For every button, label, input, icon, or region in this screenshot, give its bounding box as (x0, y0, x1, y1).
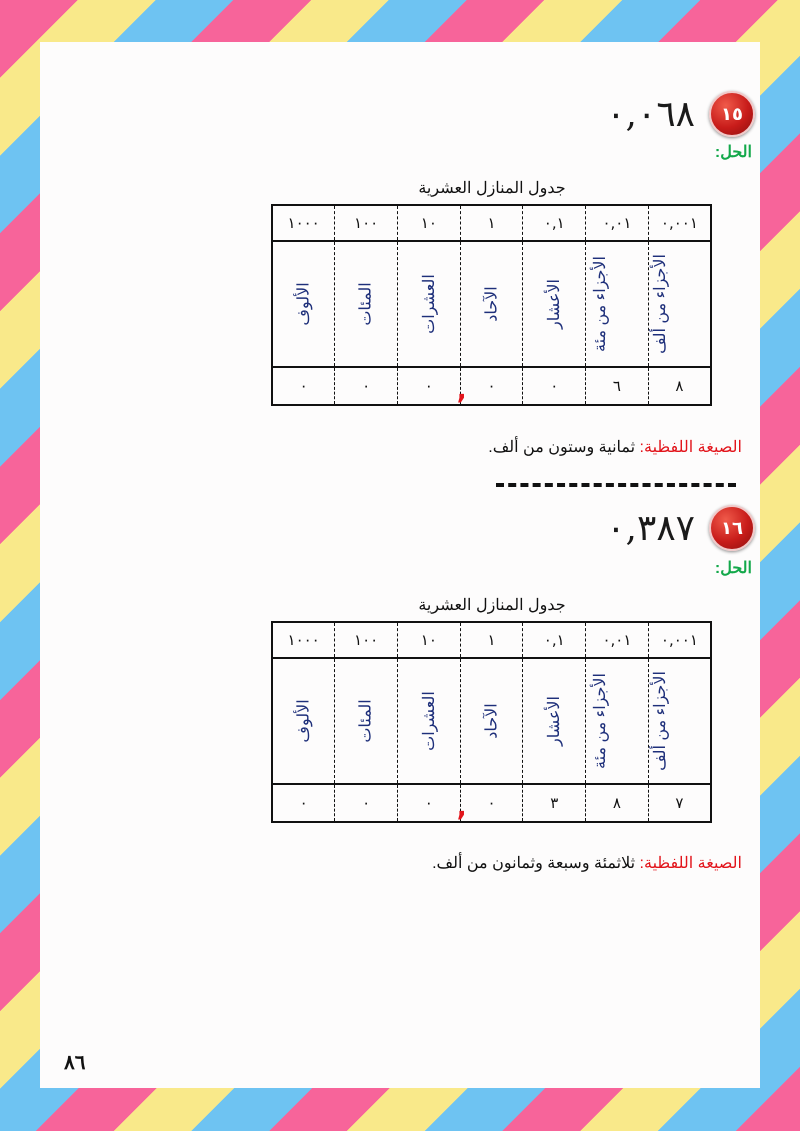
place-name-cell: العشرات (397, 658, 460, 784)
decimal-point-mark: , (456, 376, 467, 406)
section-divider (496, 483, 736, 487)
digit-value: ٠ (487, 794, 496, 812)
digit-value: ٣ (550, 794, 559, 812)
header-cell: ١ (460, 205, 523, 241)
header-cell: ١٠٠ (335, 205, 398, 241)
digit-cell: ٨ (586, 784, 649, 822)
digit-cell: ٦ (586, 367, 649, 405)
solution-label: الحل: (714, 560, 752, 577)
header-cell: ١٠٠٠ (272, 205, 335, 241)
digit-cell (456, 784, 523, 823)
verbal-form (432, 853, 742, 873)
place-name-cell: الأجزاء من مئة (586, 658, 649, 784)
verbal-form (488, 437, 742, 457)
digit-cell: ٠ (397, 784, 460, 822)
place-value-table-title: جدول المنازل العشرية (418, 180, 566, 197)
solution-label: الحل: (714, 144, 752, 161)
problem-16-header (606, 508, 755, 548)
digit-cell (456, 367, 523, 406)
place-name-cell: الأجزاء من مئة (586, 241, 649, 367)
digit-value: ٠ (550, 377, 559, 395)
place-name-cell: المئات (335, 241, 398, 367)
place-name-cell: الأعشار (523, 658, 586, 784)
place-name-cell: الألوف (272, 241, 335, 367)
place-value-table-title: جدول المنازل العشرية (418, 597, 566, 614)
place-name-cell: الألوف (272, 658, 335, 784)
header-cell: ٠,٠١ (586, 622, 649, 658)
place-name-cell: العشرات (397, 241, 460, 367)
digit-cell: ٠ (272, 367, 335, 405)
problem-15-header (606, 94, 755, 134)
header-cell: ٠,٠٠١ (648, 205, 711, 241)
problem-number-badge: ١٥ (709, 91, 755, 137)
place-name-cell: الآحاد (460, 658, 523, 784)
header-cell: ١٠ (397, 622, 460, 658)
verbal-form-label: الصيغة اللفظية: (639, 439, 742, 456)
place-name-cell: الأجزاء من ألف (648, 658, 711, 784)
page-number: ٨٦ (64, 1050, 86, 1074)
header-cell: ٠,٠١ (586, 205, 649, 241)
page-sheet (40, 42, 760, 1088)
verbal-form-label: الصيغة اللفظية: (639, 855, 742, 872)
place-value-table (271, 204, 712, 406)
digit-value: ٠ (487, 377, 496, 395)
digit-cell (523, 784, 586, 822)
header-cell: ٠,٠٠١ (648, 622, 711, 658)
header-cell: ١٠٠٠ (272, 622, 335, 658)
digit-cell (523, 367, 586, 405)
problem-decimal-number: ٠,٠٦٨ (606, 93, 695, 135)
digit-cell: ٧ (648, 784, 711, 822)
header-cell: ١ (460, 622, 523, 658)
header-cell: ١٠٠ (335, 622, 398, 658)
digit-cell: ٠ (335, 784, 398, 822)
digit-cell: ٠ (397, 367, 460, 405)
decimal-point-mark: , (456, 793, 467, 823)
problem-decimal-number: ٠,٣٨٧ (606, 507, 695, 549)
header-cell: ١٠ (397, 205, 460, 241)
place-name-cell: المئات (335, 658, 398, 784)
header-cell: ٠,١ (523, 622, 586, 658)
digit-cell: ٨ (648, 367, 711, 405)
problem-number-badge: ١٦ (709, 505, 755, 551)
digit-cell: ٠ (335, 367, 398, 405)
place-name-cell: الأجزاء من ألف (648, 241, 711, 367)
verbal-form-text: ثلاثمئة وسبعة وثمانون من ألف. (432, 855, 636, 872)
place-name-cell: الأعشار (523, 241, 586, 367)
place-value-table (271, 621, 712, 823)
place-name-cell: الآحاد (460, 241, 523, 367)
header-cell: ٠,١ (523, 205, 586, 241)
verbal-form-text: ثمانية وستون من ألف. (488, 439, 636, 456)
digit-cell: ٠ (272, 784, 335, 822)
